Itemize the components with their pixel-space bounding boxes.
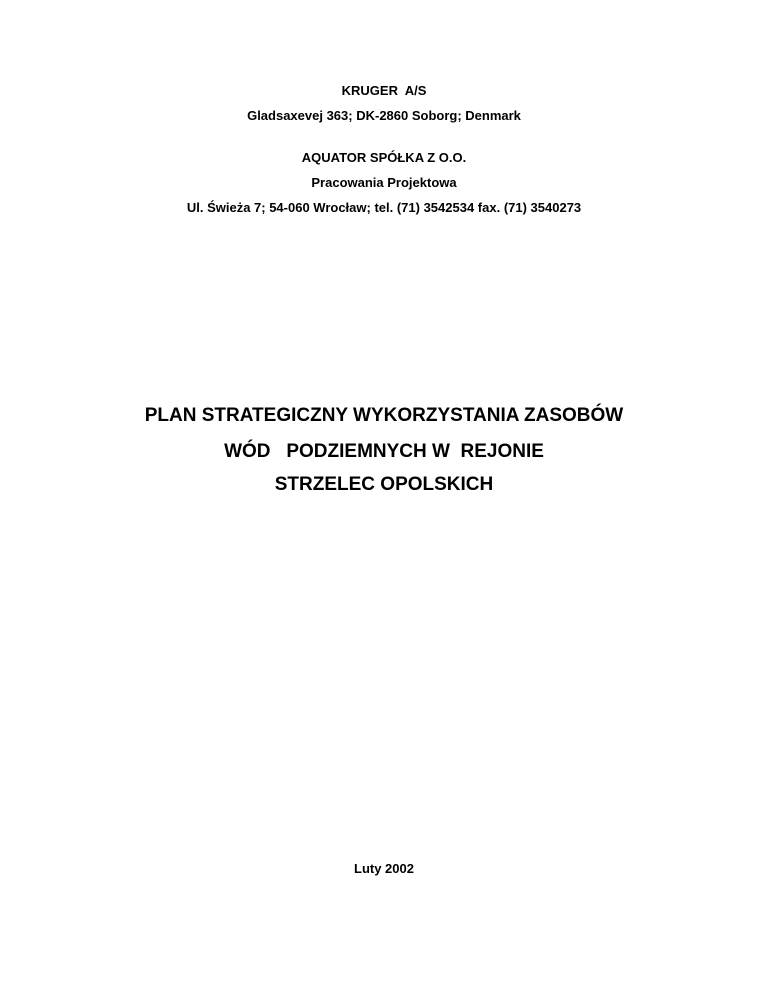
title-line-1: PLAN STRATEGICZNY WYKORZYSTANIA ZASOBÓW bbox=[144, 405, 624, 426]
company2-name: AQUATOR SPÓŁKA Z O.O. bbox=[301, 150, 467, 165]
title-line-3: STRZELEC OPOLSKICH bbox=[274, 474, 494, 495]
company1-address: Gladsaxevej 363; DK-2860 Soborg; Denmark bbox=[247, 108, 521, 123]
company2-contact: Ul. Świeża 7; 54-060 Wrocław; tel. (71) 3542534 fax. (71) 3540273 bbox=[186, 200, 582, 215]
company1-name: KRUGER A/S bbox=[341, 83, 427, 98]
title-line-2: WÓD PODZIEMNYCH W REJONIE bbox=[224, 441, 544, 462]
company2-department: Pracowania Projektowa bbox=[311, 175, 457, 190]
document-date: Luty 2002 bbox=[354, 861, 414, 876]
